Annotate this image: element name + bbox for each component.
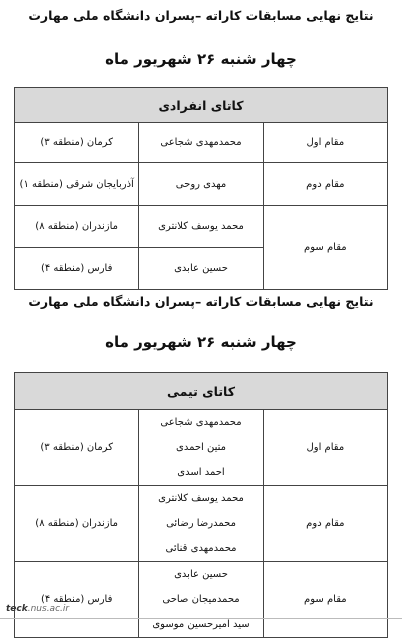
table-row [15, 562, 388, 638]
doc-date-2: چهار شنبه ۲۶ شهریور ماه [105, 333, 297, 351]
region-cell: کرمان (منطقه ۳) [15, 410, 139, 486]
team-member: محمدمهدی شجاعی [160, 417, 242, 428]
region-cell: مازندران (منطقه ۸) [15, 206, 139, 248]
footer-divider [0, 618, 402, 619]
team-member: محمدمهدی قنائی [165, 543, 237, 554]
rank-cell: مقام سوم [263, 206, 387, 290]
name-cell: محمدمهدی شجاعی [139, 123, 263, 163]
individual-kata-table [14, 87, 388, 290]
rank-cell: مقام اول [263, 410, 387, 486]
rank-cell: مقام سوم [263, 562, 387, 638]
region-cell: مازندران (منطقه ۸) [15, 486, 139, 562]
region-cell: فارس (منطقه ۴) [15, 248, 139, 290]
team-table-caption: کاتای تیمی [15, 373, 388, 410]
team-member: متین احمدی [176, 442, 226, 453]
rank-cell: مقام دوم [263, 163, 387, 206]
table-row [15, 163, 388, 206]
team-member: محمد یوسف کلانتری [158, 493, 244, 504]
table-row [15, 206, 388, 248]
team-member: محمدرضا رضائی [166, 518, 236, 529]
name-cell: حسین عابدی [139, 248, 263, 290]
doc-date-1: چهار شنبه ۲۶ شهریور ماه [105, 50, 297, 68]
doc-title-1: نتایج نهایی مسابقات کاراته –پسران دانشگاه ملی مهارت [28, 8, 374, 23]
team-kata-table [14, 372, 388, 638]
rank-cell: مقام اول [263, 123, 387, 163]
individual-table-caption: کاتای انفرادی [15, 88, 388, 123]
names-cell [139, 410, 263, 486]
table-row [15, 410, 388, 486]
rank-cell: مقام دوم [263, 486, 387, 562]
name-cell: مهدی روحی [139, 163, 263, 206]
site-logo: teck.nus.ac.ir [6, 604, 70, 614]
table-row [15, 123, 388, 163]
region-cell: آذربایجان شرقی (منطقه ۱) [15, 163, 139, 206]
name-cell: محمد یوسف کلانتری [139, 206, 263, 248]
doc-title-2: نتایج نهایی مسابقات کاراته –پسران دانشگاه ملی مهارت [28, 294, 374, 309]
team-member: سید امیرحسین موسوی [152, 619, 250, 630]
team-member: محمدمیجان صاحی [162, 594, 240, 605]
table-row [15, 486, 388, 562]
team-member: حسین عابدی [174, 569, 228, 580]
team-member: احمد اسدی [177, 467, 225, 478]
names-cell [139, 562, 263, 638]
region-cell: فارس (منطقه ۴) [15, 562, 139, 638]
names-cell [139, 486, 263, 562]
region-cell: کرمان (منطقه ۳) [15, 123, 139, 163]
